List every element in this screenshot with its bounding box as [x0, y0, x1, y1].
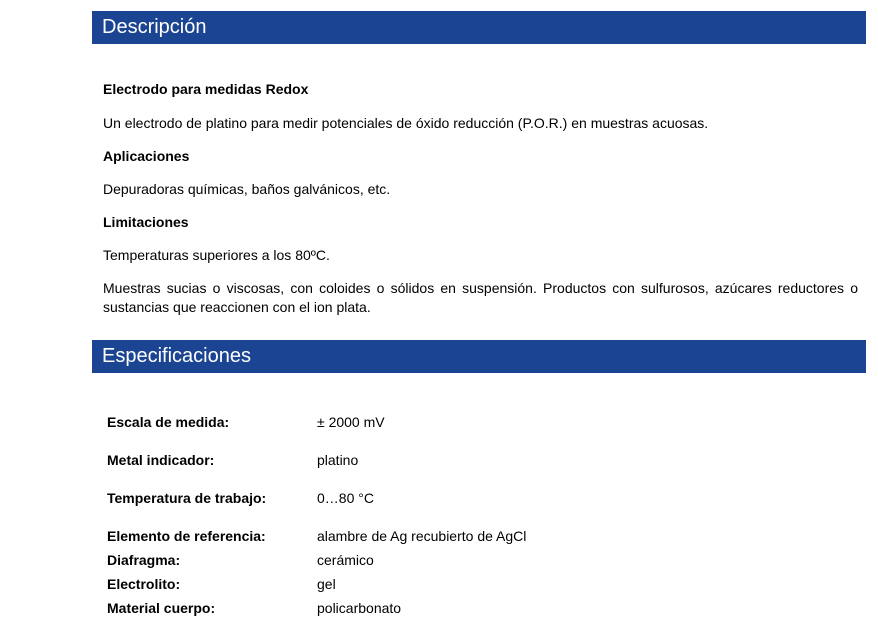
section-header-especificaciones	[92, 340, 866, 373]
section-title-descripcion: Descripción	[102, 16, 207, 38]
aplicaciones-heading: Aplicaciones	[103, 148, 190, 164]
spec-row	[107, 451, 807, 470]
spec-label: Escala de medida:	[107, 414, 230, 430]
spec-label: Electrolito:	[107, 576, 181, 592]
spec-row	[107, 575, 807, 594]
spec-row	[107, 489, 807, 508]
section-title-especificaciones: Especificaciones	[102, 345, 251, 367]
aplicaciones-text: Depuradoras químicas, baños galvánicos, etc.	[103, 181, 391, 197]
spec-row	[107, 527, 807, 546]
spec-label: Temperatura de trabajo:	[107, 490, 267, 506]
spec-row	[107, 599, 807, 618]
product-title: Electrodo para medidas Redox	[103, 81, 309, 97]
limitaciones-text-1: Temperaturas superiores a los 80ºC.	[103, 247, 330, 263]
spec-value: policarbonato	[317, 600, 402, 616]
spec-label: Metal indicador:	[107, 452, 215, 468]
spec-label: Diafragma:	[107, 552, 181, 568]
limitaciones-heading: Limitaciones	[103, 214, 189, 230]
spec-label: Elemento de referencia:	[107, 528, 266, 544]
spec-row	[107, 413, 807, 432]
spec-value: 0…80 °C	[317, 490, 374, 506]
spec-value: cerámico	[317, 552, 374, 568]
spec-value: gel	[317, 576, 336, 592]
spec-value: ± 2000 mV	[317, 414, 385, 430]
spec-label: Material cuerpo:	[107, 600, 216, 616]
limitaciones-text-2: Muestras sucias o viscosas, con coloides o sólidos en suspensión. Productos con sulfurosos, azúcares reductores o sustancias que reaccionen con el ion plata.	[103, 280, 858, 315]
spec-value: alambre de Ag recubierto de AgCl	[317, 528, 527, 544]
spec-row	[107, 551, 807, 570]
spec-value: platino	[317, 452, 359, 468]
product-intro: Un electrodo de platino para medir potenciales de óxido reducción (P.O.R.) en muestras acuosas.	[103, 115, 709, 131]
section-header-descripcion	[92, 11, 866, 44]
